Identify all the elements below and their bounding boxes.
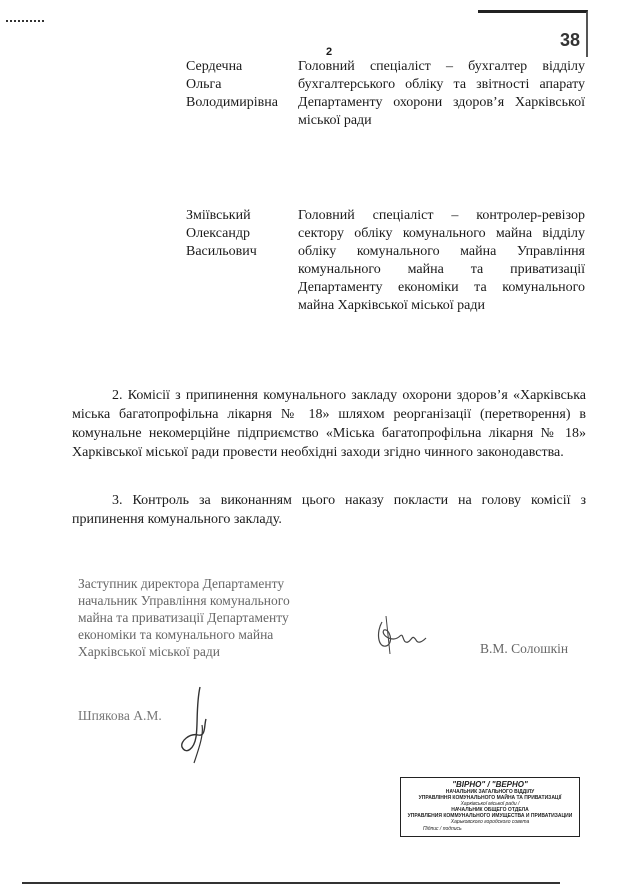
stamp-line: "ВІРНО" / "ВЕРНО": [452, 780, 528, 789]
member-surname: Зміївський: [186, 208, 251, 223]
position-line: Харківської міської ради: [78, 644, 221, 659]
bottom-rule: [22, 882, 560, 884]
member-given-name: Ольга: [186, 77, 222, 92]
stamp-line: УПРАВЛІННЯ КОМУНАЛЬНОГО МАЙНА ТА ПРИВАТИЗАЦІЇ: [418, 795, 562, 801]
corner-page-mark: 38: [560, 30, 581, 50]
member-patronymic: Володимирівна: [186, 95, 278, 110]
signer-name: В.М. Солошкін: [480, 641, 569, 656]
member-role: Головний спеціаліст – бухгалтер відділу бухгалтерського обліку та звітності апарату Департаменту охорони здоров’я Харківської міської ради: [298, 59, 585, 128]
member-surname: Сердечна: [186, 59, 243, 74]
stamp-line: УПРАВЛЕНИЯ КОММУНАЛЬНОГО ИМУЩЕСТВА И ПРИВАТИЗАЦИИ: [407, 813, 573, 819]
certification-stamp: [400, 777, 580, 837]
scan-mark-left: [6, 20, 44, 25]
executor-signature: [176, 685, 216, 765]
page-number: 2: [326, 46, 333, 58]
handwritten-signature: [372, 614, 432, 660]
signatory-position: [78, 575, 328, 660]
order-paragraph-3: 3. Контроль за виконанням цього наказу покласти на голову комісії з припинення комунального закладу.: [72, 493, 586, 527]
stamp-line: Харьковского городского совета: [450, 819, 530, 825]
stamp-line: НАЧАЛЬНИК ОБЩЕГО ОТДЕЛА: [451, 807, 529, 813]
position-line: начальник Управління комунального: [78, 593, 290, 608]
position-line: економіки та комунального майна: [78, 627, 274, 642]
member-given-name: Олександр: [186, 226, 250, 241]
executor-name: Шпякова А.М.: [78, 708, 162, 723]
member-patronymic: Васильович: [186, 244, 257, 259]
stamp-line: Харківської міської ради /: [460, 801, 520, 807]
member-role: Головний спеціаліст – контролер-ревізор сектору обліку комунального майна відділу обліку комунального майна Управління комунального майна та приватизації Департаменту економіки та комунального майна Харківської міської ради: [298, 208, 585, 313]
position-line: Заступник директора Департаменту: [78, 576, 285, 591]
member-name: [186, 207, 296, 261]
stamp-line: НАЧАЛЬНИК ЗАГАЛЬНОГО ВІДДІЛУ: [445, 789, 535, 795]
member-name: [186, 58, 296, 112]
position-line: майна та приватизації Департаменту: [78, 610, 289, 625]
stamp-signature-label: Підпис / подпись: [423, 826, 462, 832]
order-paragraph-2: 2. Комісії з припинення комунального закладу охорони здоров’я «Харківська міська багатопрофільна лікарня № 18» шляхом реорганізації (перетворення) в комунальне некомерційне підприємство «Міська багатопрофільна лікарня № 18» Харківської міської ради провести необхідні заходи згідно чинного законодавства.: [72, 388, 586, 460]
